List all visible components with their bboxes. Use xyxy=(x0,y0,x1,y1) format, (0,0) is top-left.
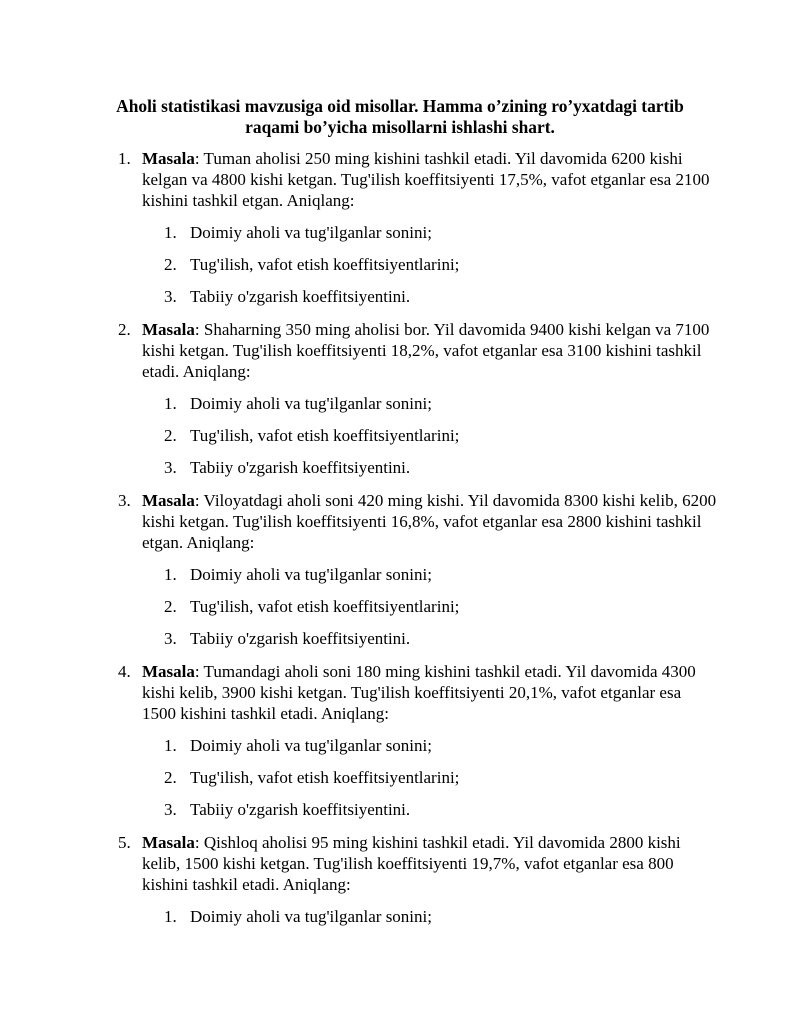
problem-item xyxy=(0,148,800,307)
sub-question-number: 1. xyxy=(164,736,177,755)
sub-question-number: 1. xyxy=(164,223,177,242)
sub-question xyxy=(0,799,800,820)
sub-question-number: 3. xyxy=(164,800,177,819)
sub-question-text: Doimiy aholi va tug'ilganlar sonini; xyxy=(190,223,432,242)
sub-question xyxy=(0,457,800,478)
problem-item xyxy=(0,832,800,927)
sub-question-text: Tabiiy o'zgarish koeffitsiyentini. xyxy=(190,287,411,306)
problem-text xyxy=(142,148,717,211)
document-title xyxy=(60,96,740,138)
sub-question xyxy=(0,596,800,617)
sub-question xyxy=(0,393,800,414)
sub-question xyxy=(0,628,800,649)
title-line-2: raqami bo’yicha misollarni ishlashi shart. xyxy=(245,117,555,137)
sub-question-number: 3. xyxy=(164,287,177,306)
problem-text xyxy=(142,490,717,553)
sub-question-text: Doimiy aholi va tug'ilganlar sonini; xyxy=(190,736,432,755)
problem-body: : Qishloq aholisi 95 ming kishini tashkil etadi. Yil davomida 2800 kishi kelib, 1500 kishi ketgan. Tug'ilish koeffitsiyenti 19,7%, vafot etganlar esa 800 kishini tashkil etadi. Aniqlang: xyxy=(142,833,681,894)
sub-question-number: 2. xyxy=(164,255,177,274)
sub-question xyxy=(0,564,800,585)
problem-item xyxy=(0,490,800,649)
sub-question-list xyxy=(0,393,800,478)
sub-question-list xyxy=(0,564,800,649)
sub-question xyxy=(0,222,800,243)
problem-number: 5. xyxy=(118,833,131,852)
problem-item xyxy=(0,661,800,820)
problem-text xyxy=(142,319,717,382)
problem-label: Masala xyxy=(142,320,195,339)
sub-question-text: Tug'ilish, vafot etish koeffitsiyentlarini; xyxy=(190,768,460,787)
sub-question-text: Tug'ilish, vafot etish koeffitsiyentlarini; xyxy=(190,597,460,616)
sub-question xyxy=(0,767,800,788)
problem-body: : Shaharning 350 ming aholisi bor. Yil davomida 9400 kishi kelgan va 7100 kishi ketgan. Tug'ilish koeffitsiyenti 18,2%, vafot etganlar esa 3100 kishini tashkil etadi. Aniqlang: xyxy=(142,320,710,381)
sub-question-number: 1. xyxy=(164,394,177,413)
problem-label: Masala xyxy=(142,491,195,510)
problem-item xyxy=(0,319,800,478)
problem-label: Masala xyxy=(142,662,195,681)
problem-number: 3. xyxy=(118,491,131,510)
sub-question-list xyxy=(0,906,800,927)
problem-body: : Tuman aholisi 250 ming kishini tashkil etadi. Yil davomida 6200 kishi kelgan va 4800 kishi ketgan. Tug'ilish koeffitsiyenti 17,5%, vafot etganlar esa 2100 kishini tashkil etgan. Aniqlang: xyxy=(142,149,710,210)
sub-question-text: Tug'ilish, vafot etish koeffitsiyentlarini; xyxy=(190,426,460,445)
problem-text xyxy=(142,832,717,895)
sub-question-number: 1. xyxy=(164,565,177,584)
sub-question-text: Doimiy aholi va tug'ilganlar sonini; xyxy=(190,565,432,584)
sub-question-number: 1. xyxy=(164,907,177,926)
problem-label: Masala xyxy=(142,833,195,852)
sub-question-text: Tabiiy o'zgarish koeffitsiyentini. xyxy=(190,800,411,819)
sub-question-list xyxy=(0,222,800,307)
problem-text xyxy=(142,661,717,724)
sub-question xyxy=(0,906,800,927)
sub-question-list xyxy=(0,735,800,820)
problem-number: 4. xyxy=(118,662,131,681)
sub-question-text: Tabiiy o'zgarish koeffitsiyentini. xyxy=(190,458,411,477)
problem-number: 2. xyxy=(118,320,131,339)
problem-body: : Tumandagi aholi soni 180 ming kishini tashkil etadi. Yil davomida 4300 kishi kelib, 3900 kishi ketgan. Tug'ilish koeffitsiyenti 20,1%, vafot etganlar esa 1500 kishini tashkil etadi. Aniqlang: xyxy=(142,662,696,723)
sub-question-number: 3. xyxy=(164,629,177,648)
title-line-1: Aholi statistikasi mavzusiga oid misollar. Hamma o’zining ro’yxatdagi tartib xyxy=(116,96,684,116)
sub-question xyxy=(0,735,800,756)
sub-question-number: 2. xyxy=(164,768,177,787)
problem-body: : Viloyatdagi aholi soni 420 ming kishi. Yil davomida 8300 kishi kelib, 6200 kishi ketgan. Tug'ilish koeffitsiyenti 16,8%, vafot etganlar esa 2800 kishini tashkil etgan. Aniqlang: xyxy=(142,491,717,552)
sub-question-text: Doimiy aholi va tug'ilganlar sonini; xyxy=(190,907,432,926)
sub-question-text: Doimiy aholi va tug'ilganlar sonini; xyxy=(190,394,432,413)
sub-question xyxy=(0,425,800,446)
problem-number: 1. xyxy=(118,149,131,168)
sub-question xyxy=(0,286,800,307)
sub-question-number: 3. xyxy=(164,458,177,477)
sub-question-number: 2. xyxy=(164,597,177,616)
sub-question-text: Tabiiy o'zgarish koeffitsiyentini. xyxy=(190,629,411,648)
problem-label: Masala xyxy=(142,149,195,168)
problem-list xyxy=(0,148,800,939)
sub-question-text: Tug'ilish, vafot etish koeffitsiyentlarini; xyxy=(190,255,460,274)
sub-question-number: 2. xyxy=(164,426,177,445)
sub-question xyxy=(0,254,800,275)
